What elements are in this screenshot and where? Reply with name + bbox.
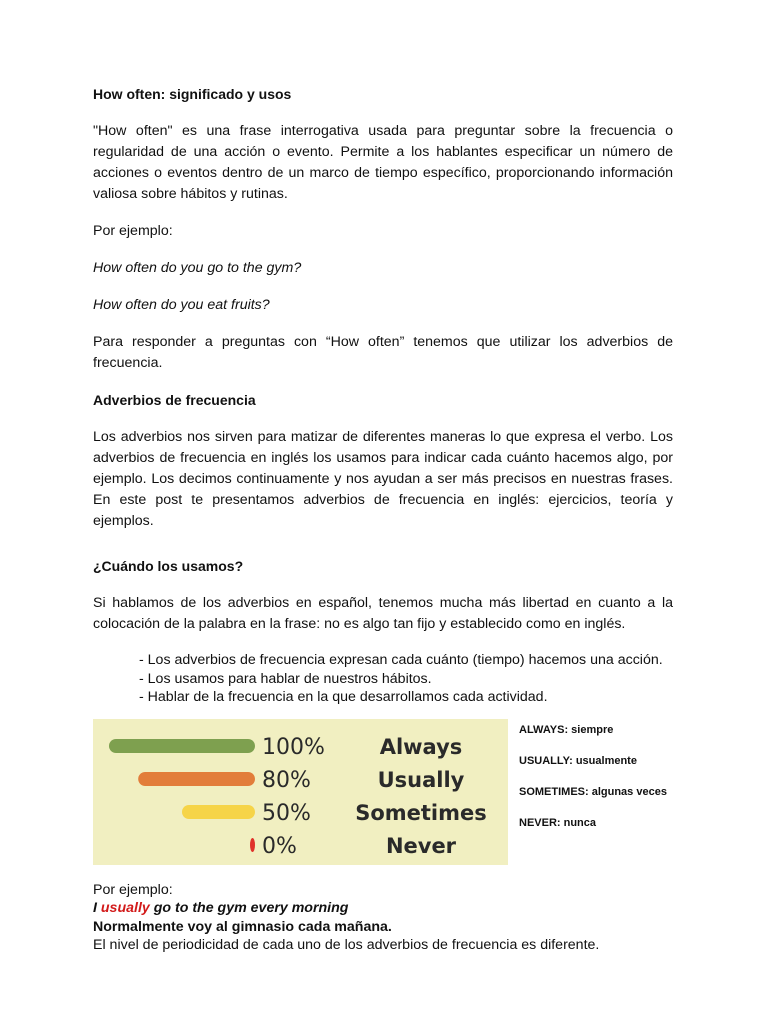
document-page [93, 84, 673, 955]
frequency-adverb-label-usually: Usually [377, 767, 465, 792]
paragraph-answer-hint: Para responder a preguntas con “How often” tenemos que utilizar los adverbios de frecuencia. [93, 334, 673, 371]
example-question-fruits: How often do you eat fruits? [93, 297, 270, 313]
adverb-translation-list [519, 723, 689, 847]
frequency-chart [93, 719, 508, 865]
usage-bullet-item: - Los usamos para hablar de nuestros hábitos. [139, 670, 432, 687]
frequency-bar-never [250, 838, 255, 852]
usage-bullet-item: - Hablar de la frecuencia en la que desarrollamos cada actividad. [139, 689, 548, 705]
frequency-bar-sometimes [182, 805, 255, 819]
paragraph-spanish-comparison: Si hablamos de los adverbios en español, tenemos mucha más libertad en cuanto a la colocación de la palabra en la frase: no es algo tan fijo y establecido como en inglés. [93, 595, 673, 632]
example-intro-label: Por ejemplo: [93, 223, 173, 239]
section-title-when-used: ¿Cuándo los usamos? [93, 558, 244, 574]
section-title-adverbs: Adverbios de frecuencia [93, 392, 256, 408]
translation-always: ALWAYS: siempre [519, 723, 614, 736]
section-title-how-often: How often: significado y usos [93, 86, 292, 102]
usage-example-block [93, 881, 673, 955]
frequency-chart-svg [93, 719, 508, 865]
frequency-adverb-label-always: Always [379, 734, 463, 759]
frequency-percent-label-usually: 80% [262, 767, 311, 793]
translation-sometimes: SOMETIMES: algunas veces [519, 785, 667, 798]
paragraph-how-often-definition: "How often" es una frase interrogativa usada para preguntar sobre la frecuencia o regularidad de una acción o evento. Permite a los hablantes especificar un número de acciones o eventos dentro de un marco de tiempo específico, proporcionando información valiosa sobre hábitos y rutinas. [93, 123, 673, 202]
example-sentence-start: I [93, 900, 101, 916]
usage-bullet-item: - Los adverbios de frecuencia expresan cada cuánto (tiempo) hacemos una acción. [139, 652, 663, 668]
frequency-adverb-label-never: Never [385, 833, 457, 858]
example-question-gym: How often do you go to the gym? [93, 260, 302, 276]
frequency-percent-label-always: 100% [262, 734, 325, 760]
usage-bullet-list [93, 651, 673, 707]
paragraph-adverbs-description: Los adverbios nos sirven para matizar de diferentes maneras lo que expresa el verbo. Los adverbios de frecuencia en inglés los usamos para indicar cada cuánto hacemos algo, por ejemplo. Los decimos continuamente y nos ayudan a ser más precisos en nuestras frases. En este post te presentamos adverbios de frecuencia en inglés: ejercicios, teoría y ejemplos. [93, 429, 673, 529]
example-translation: Normalmente voy al gimnasio cada mañana. [93, 918, 392, 935]
frequency-bar-always [109, 739, 255, 753]
frequency-adverb-label-sometimes: Sometimes [355, 800, 487, 825]
closing-sentence: El nivel de periodicidad de cada uno de los adverbios de frecuencia es diferente. [93, 937, 600, 953]
frequency-bar-usually [138, 772, 255, 786]
example-highlight-word: usually [100, 900, 150, 916]
frequency-percent-label-sometimes: 50% [262, 800, 311, 826]
example-intro-label-2: Por ejemplo: [93, 881, 173, 898]
translation-usually: USUALLY: usualmente [519, 754, 637, 767]
example-sentence-end: go to the gym every morning [149, 900, 349, 916]
example-sentence [93, 899, 673, 918]
frequency-figure-row [93, 719, 673, 865]
frequency-percent-label-never: 0% [262, 833, 297, 859]
translation-never: NEVER: nunca [519, 816, 597, 829]
